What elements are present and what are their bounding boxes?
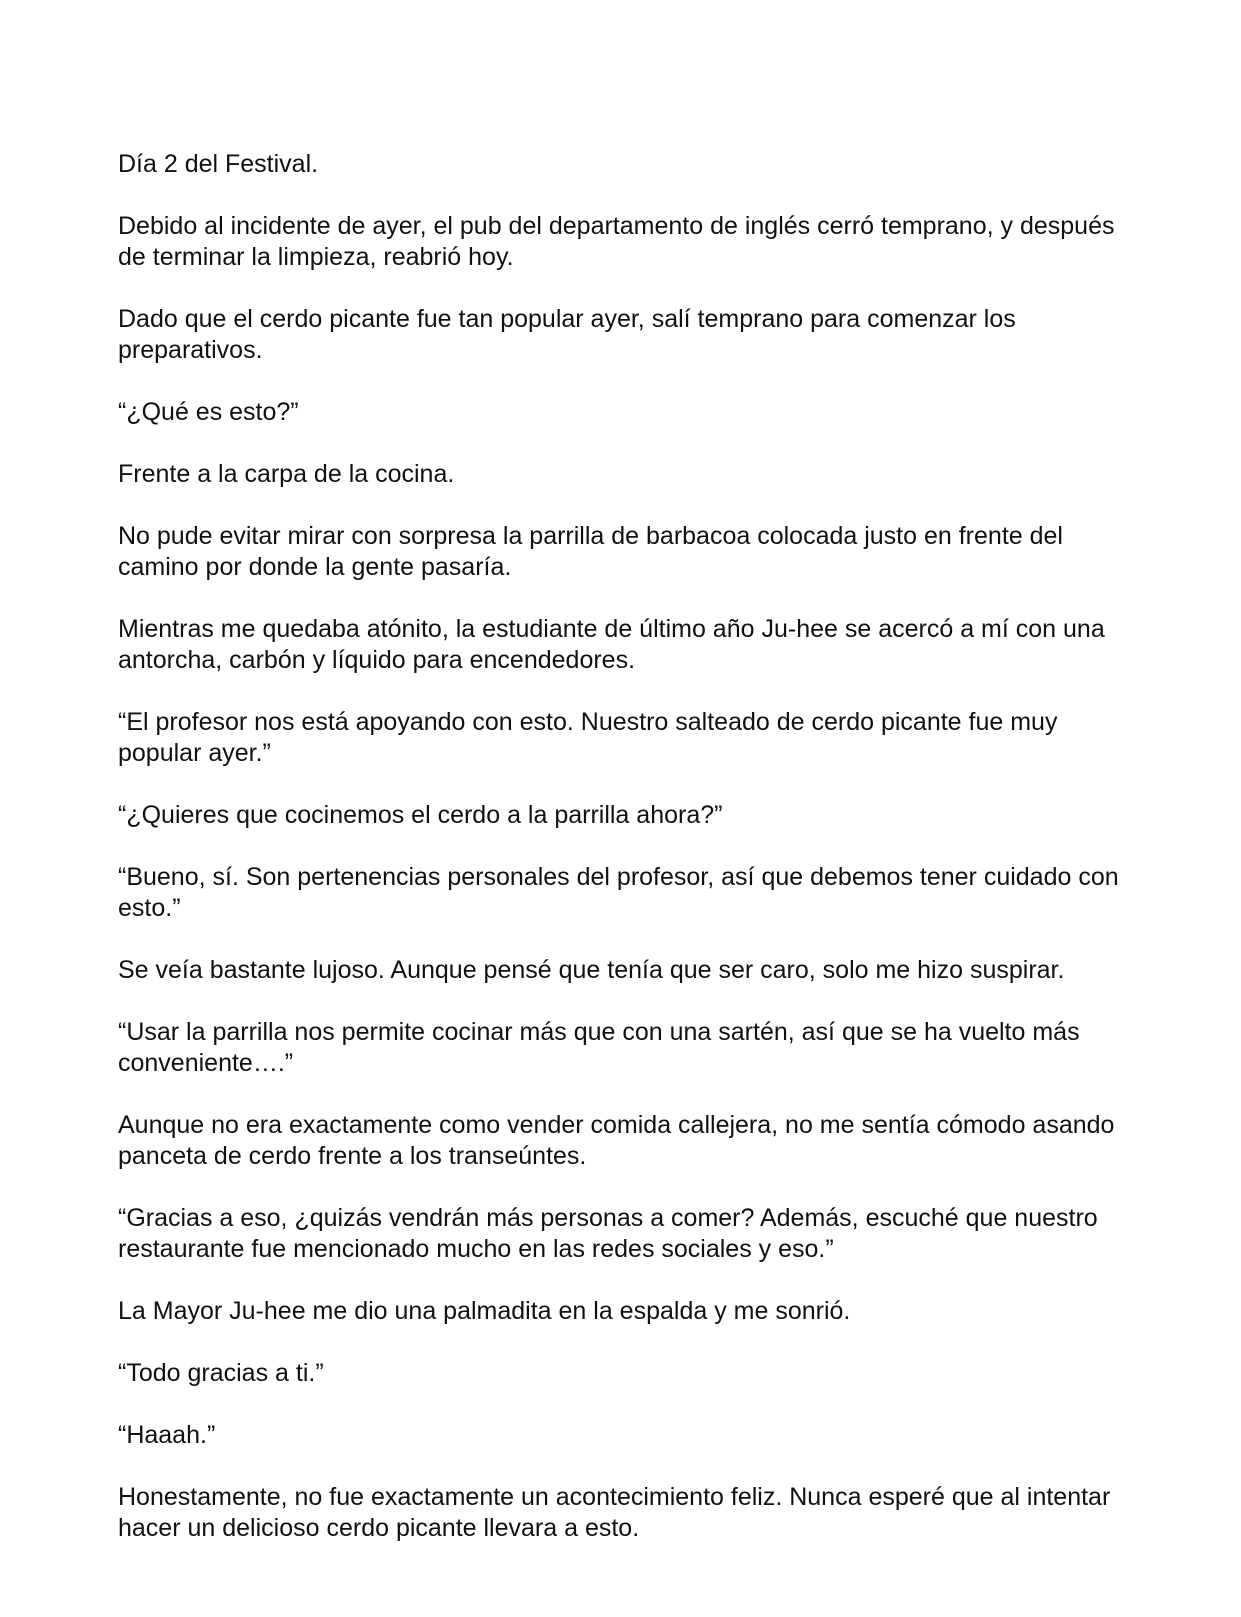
paragraph-14: “Gracias a eso, ¿quizás vendrán más personas a comer? Además, escuché que nuestro restaurante fue mencionado mucho en las redes sociales y eso.” [118,1204,1098,1263]
paragraph-2: Debido al incidente de ayer, el pub del departamento de inglés cerró temprano, y después de terminar la limpieza, reabrió hoy. [118,212,1115,271]
paragraph-16: “Todo gracias a ti.” [118,1359,324,1387]
paragraph-11: Se veía bastante lujoso. Aunque pensé que tenía que ser caro, solo me hizo suspirar. [118,956,1065,984]
paragraph-7: Mientras me quedaba atónito, la estudiante de último año Ju-hee se acercó a mí con una antorcha, carbón y líquido para encendedores. [118,615,1105,674]
paragraph-15: La Mayor Ju-hee me dio una palmadita en la espalda y me sonrió. [118,1297,851,1325]
paragraph-17: “Haaah.” [118,1421,216,1449]
paragraph-1: Día 2 del Festival. [118,150,319,178]
paragraph-3: Dado que el cerdo picante fue tan popular ayer, salí temprano para comenzar los preparativos. [118,305,1016,364]
document-body [118,149,1128,1544]
paragraph-6: No pude evitar mirar con sorpresa la parrilla de barbacoa colocada justo en frente del camino por donde la gente pasaría. [118,522,1063,581]
paragraph-18: Honestamente, no fue exactamente un acontecimiento feliz. Nunca esperé que al intentar hacer un delicioso cerdo picante llevara a esto. [118,1483,1111,1542]
paragraph-10: “Bueno, sí. Son pertenencias personales del profesor, así que debemos tener cuidado con esto.” [118,863,1119,922]
paragraph-13: Aunque no era exactamente como vender comida callejera, no me sentía cómodo asando panceta de cerdo frente a los transeúntes. [118,1111,1115,1170]
paragraph-8: “El profesor nos está apoyando con esto. Nuestro salteado de cerdo picante fue muy popular ayer.” [118,708,1058,767]
paragraph-12: “Usar la parrilla nos permite cocinar más que con una sartén, así que se ha vuelto más conveniente….” [118,1018,1080,1077]
paragraph-9: “¿Quieres que cocinemos el cerdo a la parrilla ahora?” [118,801,723,829]
paragraph-5: Frente a la carpa de la cocina. [118,460,455,488]
paragraph-4: “¿Qué es esto?” [118,398,299,426]
